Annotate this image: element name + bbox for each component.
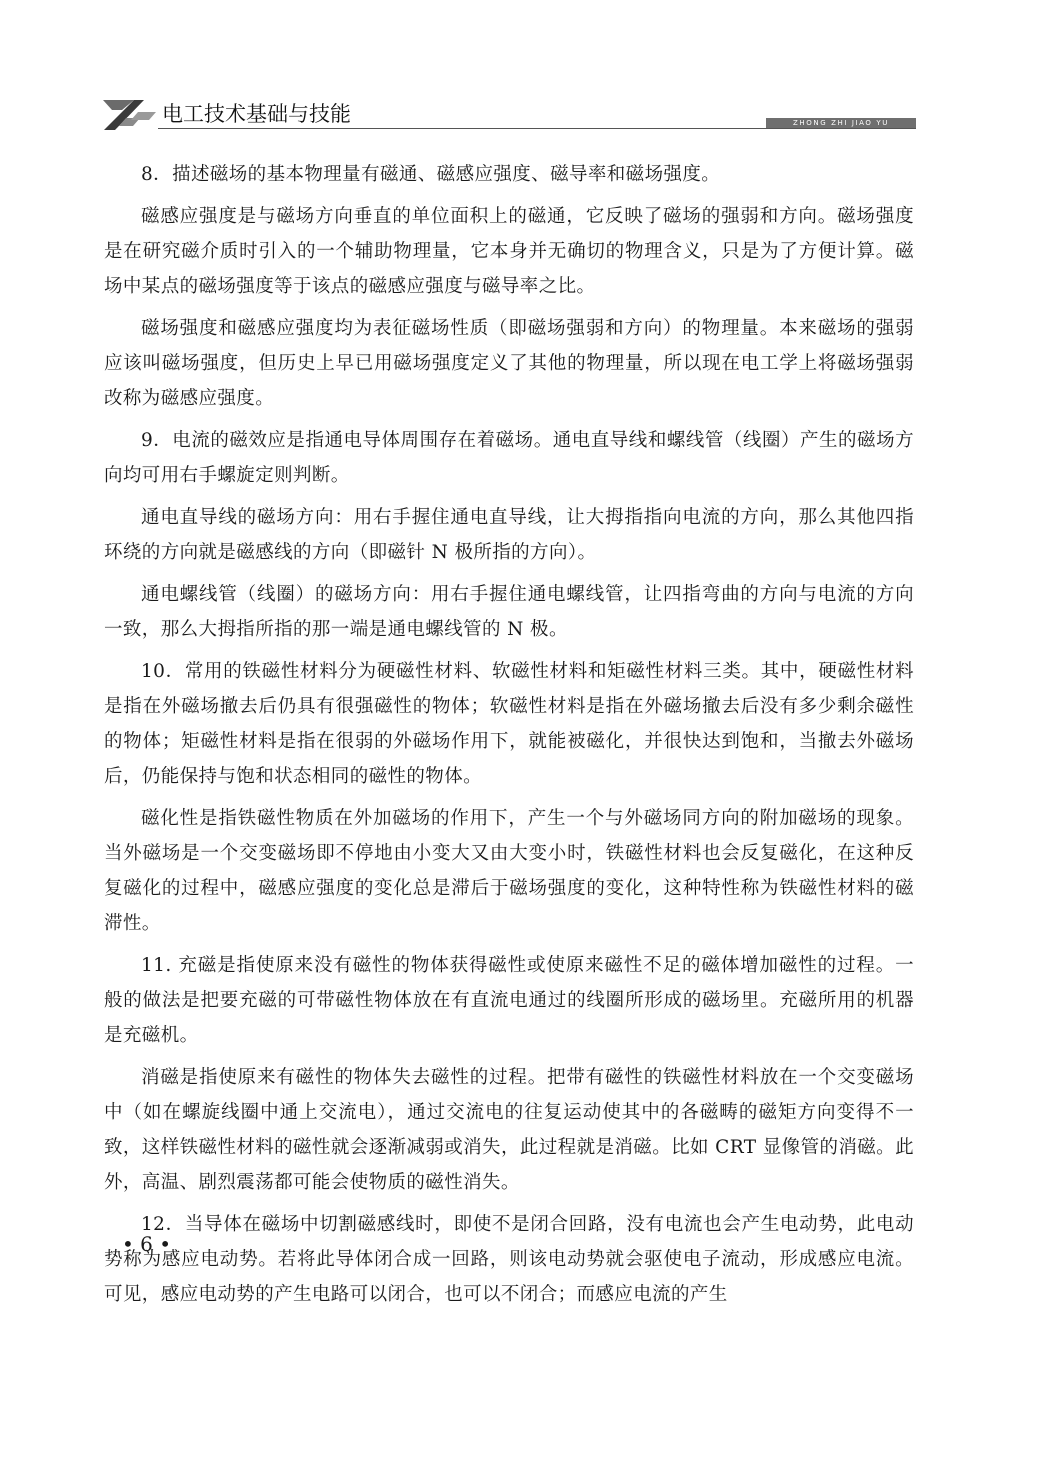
- paragraph-10: 10．常用的铁磁性材料分为硬磁性材料、软磁性材料和矩磁性材料三类。其中，硬磁性材料是指在外磁场撤去后仍具有很强磁性的物体；软磁性材料是指在外磁场撤去后没有多少剩余磁性的物体；矩磁性材料是指在很弱的外磁场作用下，就能被磁化，并很快达到饱和，当撤去外磁场后，仍能保持与饱和状态相同的磁性的物体。: [104, 661, 914, 787]
- page-number: • 6 •: [122, 1232, 172, 1256]
- paragraph-demagnetize: 消磁是指使原来有磁性的物体失去磁性的过程。把带有磁性的铁磁性材料放在一个交变磁场中（如在螺旋线圈中通上交流电），通过交流电的往复运动使其中的各磁畴的磁矩方向变得不一致，这样铁磁性材料的磁性就会逐渐减弱或消失，此过程就是消磁。比如 CRT 显像管的消磁。此外，高温、剧烈震荡都可能会使物质的磁性消失。: [104, 1067, 914, 1193]
- paragraph-straight-wire: 通电直导线的磁场方向：用右手握住通电直导线，让大拇指指向电流的方向，那么其他四指环绕的方向就是磁感线的方向（即磁针 N 极所指的方向）。: [104, 507, 914, 563]
- paragraph-8: 8．描述磁场的基本物理量有磁通、磁感应强度、磁导率和磁场强度。: [141, 164, 721, 185]
- page-header: [100, 96, 916, 136]
- publisher-tag: ZHONG ZHI JIAO YU: [766, 118, 916, 128]
- paragraph-hysteresis: 磁化性是指铁磁性物质在外加磁场的作用下，产生一个与外磁场同方向的附加磁场的现象。当外磁场是一个交变磁场即不停地由小变大又由大变小时，铁磁性材料也会反复磁化，在这种反复磁化的过程中，磁感应强度的变化总是滞后于磁场强度的变化，这种特性称为铁磁性材料的磁滞性。: [104, 808, 914, 934]
- paragraph-solenoid: 通电螺线管（线圈）的磁场方向：用右手握住通电螺线管，让四指弯曲的方向与电流的方向一致，那么大拇指所指的那一端是通电螺线管的 N 极。: [104, 584, 914, 640]
- paragraph-magnetic-induction: 磁感应强度是与磁场方向垂直的单位面积上的磁通，它反映了磁场的强弱和方向。磁场强度是在研究磁介质时引入的一个辅助物理量，它本身并无确切的物理含义，只是为了方便计算。磁场中某点的磁场强度等于该点的磁感应强度与磁导率之比。: [104, 206, 914, 297]
- body-text: [104, 157, 914, 1319]
- paragraph-field-strength: 磁场强度和磁感应强度均为表征磁场性质（即磁场强弱和方向）的物理量。本来磁场的强弱应该叫磁场强度，但历史上早已用磁场强度定义了其他的物理量，所以现在电工学上将磁场强弱改称为磁感应强度。: [104, 318, 914, 409]
- book-title: 电工技术基础与技能: [162, 102, 351, 126]
- paragraph-9: 9．电流的磁效应是指通电导体周围存在着磁场。通电直导线和螺线管（线圈）产生的磁场方向均可用右手螺旋定则判断。: [104, 430, 914, 486]
- header-rule: [158, 128, 916, 129]
- zhongzhi-z-logo-icon: [100, 98, 158, 132]
- paragraph-11: 11. 充磁是指使原来没有磁性的物体获得磁性或使原来磁性不足的磁体增加磁性的过程。一般的做法是把要充磁的可带磁性物体放在有直流电通过的线圈所形成的磁场里。充磁所用的机器是充磁机。: [104, 955, 914, 1046]
- paragraph-12: 12．当导体在磁场中切割磁感线时，即使不是闭合回路，没有电流也会产生电动势，此电动势称为感应电动势。若将此导体闭合成一回路，则该电动势就会驱使电子流动，形成感应电流。可见，感应电动势的产生电路可以闭合，也可以不闭合；而感应电流的产生: [104, 1214, 914, 1305]
